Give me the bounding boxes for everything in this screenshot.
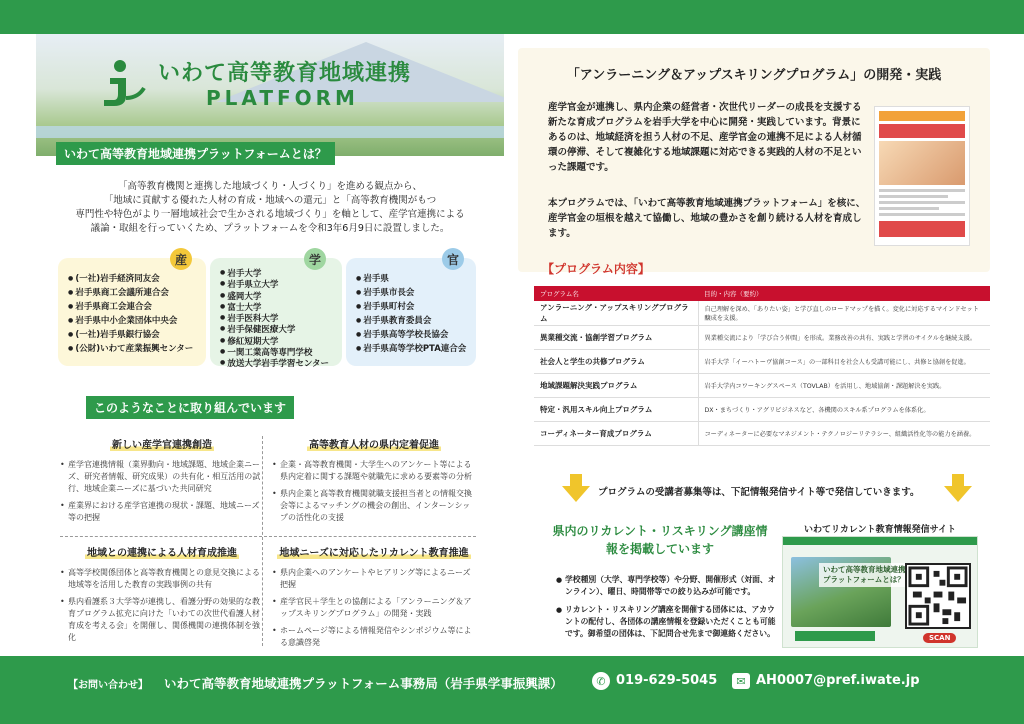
logo-subtitle: PLATFORM [206,86,359,110]
site-label: いわてリカレント教育情報発信サイト [803,525,957,535]
site-button [795,631,875,641]
industry-badge: 産 [170,248,192,270]
initiative-item: • 産業界における産学官連携の現状・課題、地域ニーズ等の把握 [60,500,264,524]
program-para-1: 産学官金が連携し、県内企業の経営者・次世代リーダーの成長を支援する新たな育成プログラムを岩手大学を中心に開発・実践しています。背景にあるのは、地域経済を担う人材の不足、産学官金の連携不足による人材循環の停滞、そして複雑化する地域課題に対応できる実践的人材の不足といった課題です。 [548,102,862,173]
about-line: 議論・取組を行っていくため、プラットフォームを令和3年6月9日に設置しました。 [90,223,450,234]
sector-item: ● 岩手県高等学校PTA連合会 [356,342,468,356]
sector-item: ● 富士大学 [220,302,334,313]
initiative-title: 高等教育人材の県内定着促進 [309,440,439,451]
table-header: 目的・内容（要約） [698,286,990,301]
platform-logo-icon [96,58,148,110]
sector-item: ● 岩手保健医療大学 [220,324,334,335]
sector-item: ● 岩手県市長会 [356,286,468,300]
initiative-cell [272,544,476,654]
contact-label: 【お問い合わせ】 [68,680,148,691]
site-caption: いわて高等教育地域連携プラットフォームとは？ [819,563,915,587]
initiative-title: 地域ニーズに対応したリカレント教育推進 [279,548,469,559]
down-arrow-icon [562,474,590,502]
initiative-item: • 産学官連携情報（業界動向・地域課題、地域企業ニーズ、研究者情報、研究成果）の共有化・相互活用の試行、地域企業ニーズに基づいた共同研究 [60,459,264,495]
qr-code-icon[interactable] [905,563,971,629]
table-row: アンラーニング・アップスキリングプログラム 自己理解を深め、「ありたい姿」と学び直しのロードマップを描く。変化に対応するマインドセット醸成を支援。 [534,301,990,325]
initiative-item: • 県内企業へのアンケートやヒアリング等によるニーズ把握 [272,567,476,591]
phone-number[interactable]: 019-629-5045 [616,673,718,688]
hero-banner [36,34,504,156]
sector-item: ● 岩手県商工会議所連合会 [68,286,198,300]
sector-item: ● 岩手大学 [220,268,334,279]
table-header: プログラム名 [534,286,698,301]
initiative-item: • 県内企業と高等教育機関就職支援担当者との情報交換会等によるマッチングの機会の創出、インターンシップの活性化の支援 [272,488,476,524]
about-line: 専門性や特色がより一層地域社会で生かされる地域づくり」を軸として、産学官連携による [75,209,465,220]
program-table [534,286,990,446]
recurrent-title: 県内のリカレント・リスキリング講座情報を掲載しています [552,524,768,556]
mail-icon: ✉ [732,673,750,689]
recurrent-item: ● 学校種別（大学、専門学校等）や分野、開催形式（対面、オンライン）、曜日、時間帯等での絞り込みが可能です。 [556,574,776,598]
program-notice: プログラムの受講者募集等は、下記情報発信サイト等で発信していきます。 [598,487,920,498]
initiative-item: • 高等学校関係団体と高等教育機関との意見交換による地域等を活用した教育の実践事例の共有 [60,567,264,591]
table-row: 地域課題解決実践プログラム 岩手大学内コワーキングスペース（TOVLAB）を活用し、地域協創・課題解決を実践。 [534,373,990,397]
initiative-item: • 県内看護系３大学等が連携し、看護分野の効果的な教育プログラム拡充に向けた「いわての次世代看護人材育成を考える会」を開催し、関係機関の連携体制を強化 [60,596,264,644]
sector-item: ● 岩手県高等学校長協会 [356,328,468,342]
river-illustration [36,126,504,138]
table-row: 社会人と学生の共修プログラム 岩手大学「イーハトーヴ協創コース」の一部科目を社会人も受講可能にし、共修と協創を促進。 [534,349,990,373]
about-line: 「高等教育機関と連携した地域づくり・人づくり」を進める観点から、 [117,181,422,192]
academia-badge: 学 [304,248,326,270]
sector-item: ● (公財)いわて産業振興センター [68,342,198,356]
initiative-item: • 企業・高等教育機関・大学生へのアンケート等による県内定着に関する課題や就職先に求める要素等の分析 [272,459,476,483]
sector-item: ● 岩手県 [356,272,468,286]
sector-item: ● 岩手県町村会 [356,300,468,314]
initiative-item: • 産学官民＋学生との協創による「アンラーニング＆アップスキリングプログラム」の開発・実践 [272,596,476,620]
government-badge: 官 [442,248,464,270]
sector-item: ● 盛岡大学 [220,291,334,302]
sector-item: ● 岩手県中小企業団体中央会 [68,314,198,328]
top-green-bar [0,0,1024,34]
table-row: 異業種交流・協創学習プログラム 異業種交流により「学び合う仲間」を形成。業務改善の共有、実践と学習のサイクルを継続支援。 [534,325,990,349]
about-line: 「地域に貢献する優れた人材の育成・地域への還元」と「高等教育機関がもつ [103,195,437,206]
email-address[interactable]: AH0007@pref.iwate.jp [756,673,920,688]
sector-industry [58,252,206,366]
about-text [40,180,500,236]
table-row: コーディネーター育成プログラム コーディネーターに必要なマネジメント・テクノロジーリテラシー、組織活性化等の能力を涵養。 [534,421,990,445]
initiative-cell [60,544,264,649]
sector-item: ● (一社)岩手県銀行協会 [68,328,198,342]
about-label: いわて高等教育地域連携プラットフォームとは？ [56,142,335,165]
qr-scan-label: SCAN [923,633,956,643]
program-content-label: 【プログラム内容】 [542,262,650,276]
sector-item: ● 岩手医科大学 [220,313,334,324]
sector-academia [210,252,342,369]
footer [0,656,1024,724]
sector-item: ● 修紅短期大学 [220,336,334,347]
logo-title: いわて高等教育地域連携 [158,61,412,86]
initiatives-label: このようなことに取り組んでいます [86,396,294,419]
sector-item: ● 岩手県立大学 [220,279,334,290]
initiative-title: 新しい産学官連携創造 [112,440,212,451]
initiative-cell [272,436,476,529]
recurrent-list [556,574,776,646]
site-screenshot[interactable] [782,536,978,648]
program-para-2: 本プログラムでは、「いわて高等教育地域連携プラットフォーム」を核に、産学官金の垣根を越えて協働し、地域の豊かさを創り続ける人材を育成します。 [548,198,866,239]
horizontal-divider [60,536,476,537]
sector-government [346,252,476,366]
program-title: 「アンラーニング＆アップスキリングプログラム」の開発・実践 [566,68,942,83]
sector-item: ● 岩手県教育委員会 [356,314,468,328]
office-name: いわて高等教育地域連携プラットフォーム事務局（岩手県学事振興課） [164,676,563,691]
initiative-title: 地域との連携による人材育成推進 [87,548,237,559]
initiative-cell [60,436,264,529]
program-flyer-image [874,106,970,246]
down-arrow-icon [944,474,972,502]
table-row: 特定・汎用スキル向上プログラム DX・まちづくり・アグリビジネスなど、各機関のスキル系プログラムを体系化。 [534,397,990,421]
phone-icon: ✆ [592,672,610,690]
recurrent-item: ● リカレント・リスキリング講座を開催する団体には、アカウントの配付し、各団体の講座情報を登録いただくことも可能です。御希望の団体は、下記問合せ先まで御連絡ください。 [556,604,776,640]
sector-item: ● (一社)岩手経済同友会 [68,272,198,286]
initiative-item: • ホームページ等による情報発信やシンポジウム等による意識啓発 [272,625,476,649]
sector-item: ● 放送大学岩手学習センター [220,358,334,369]
sector-item: ● 一関工業高等専門学校 [220,347,334,358]
sector-item: ● 岩手県商工会連合会 [68,300,198,314]
